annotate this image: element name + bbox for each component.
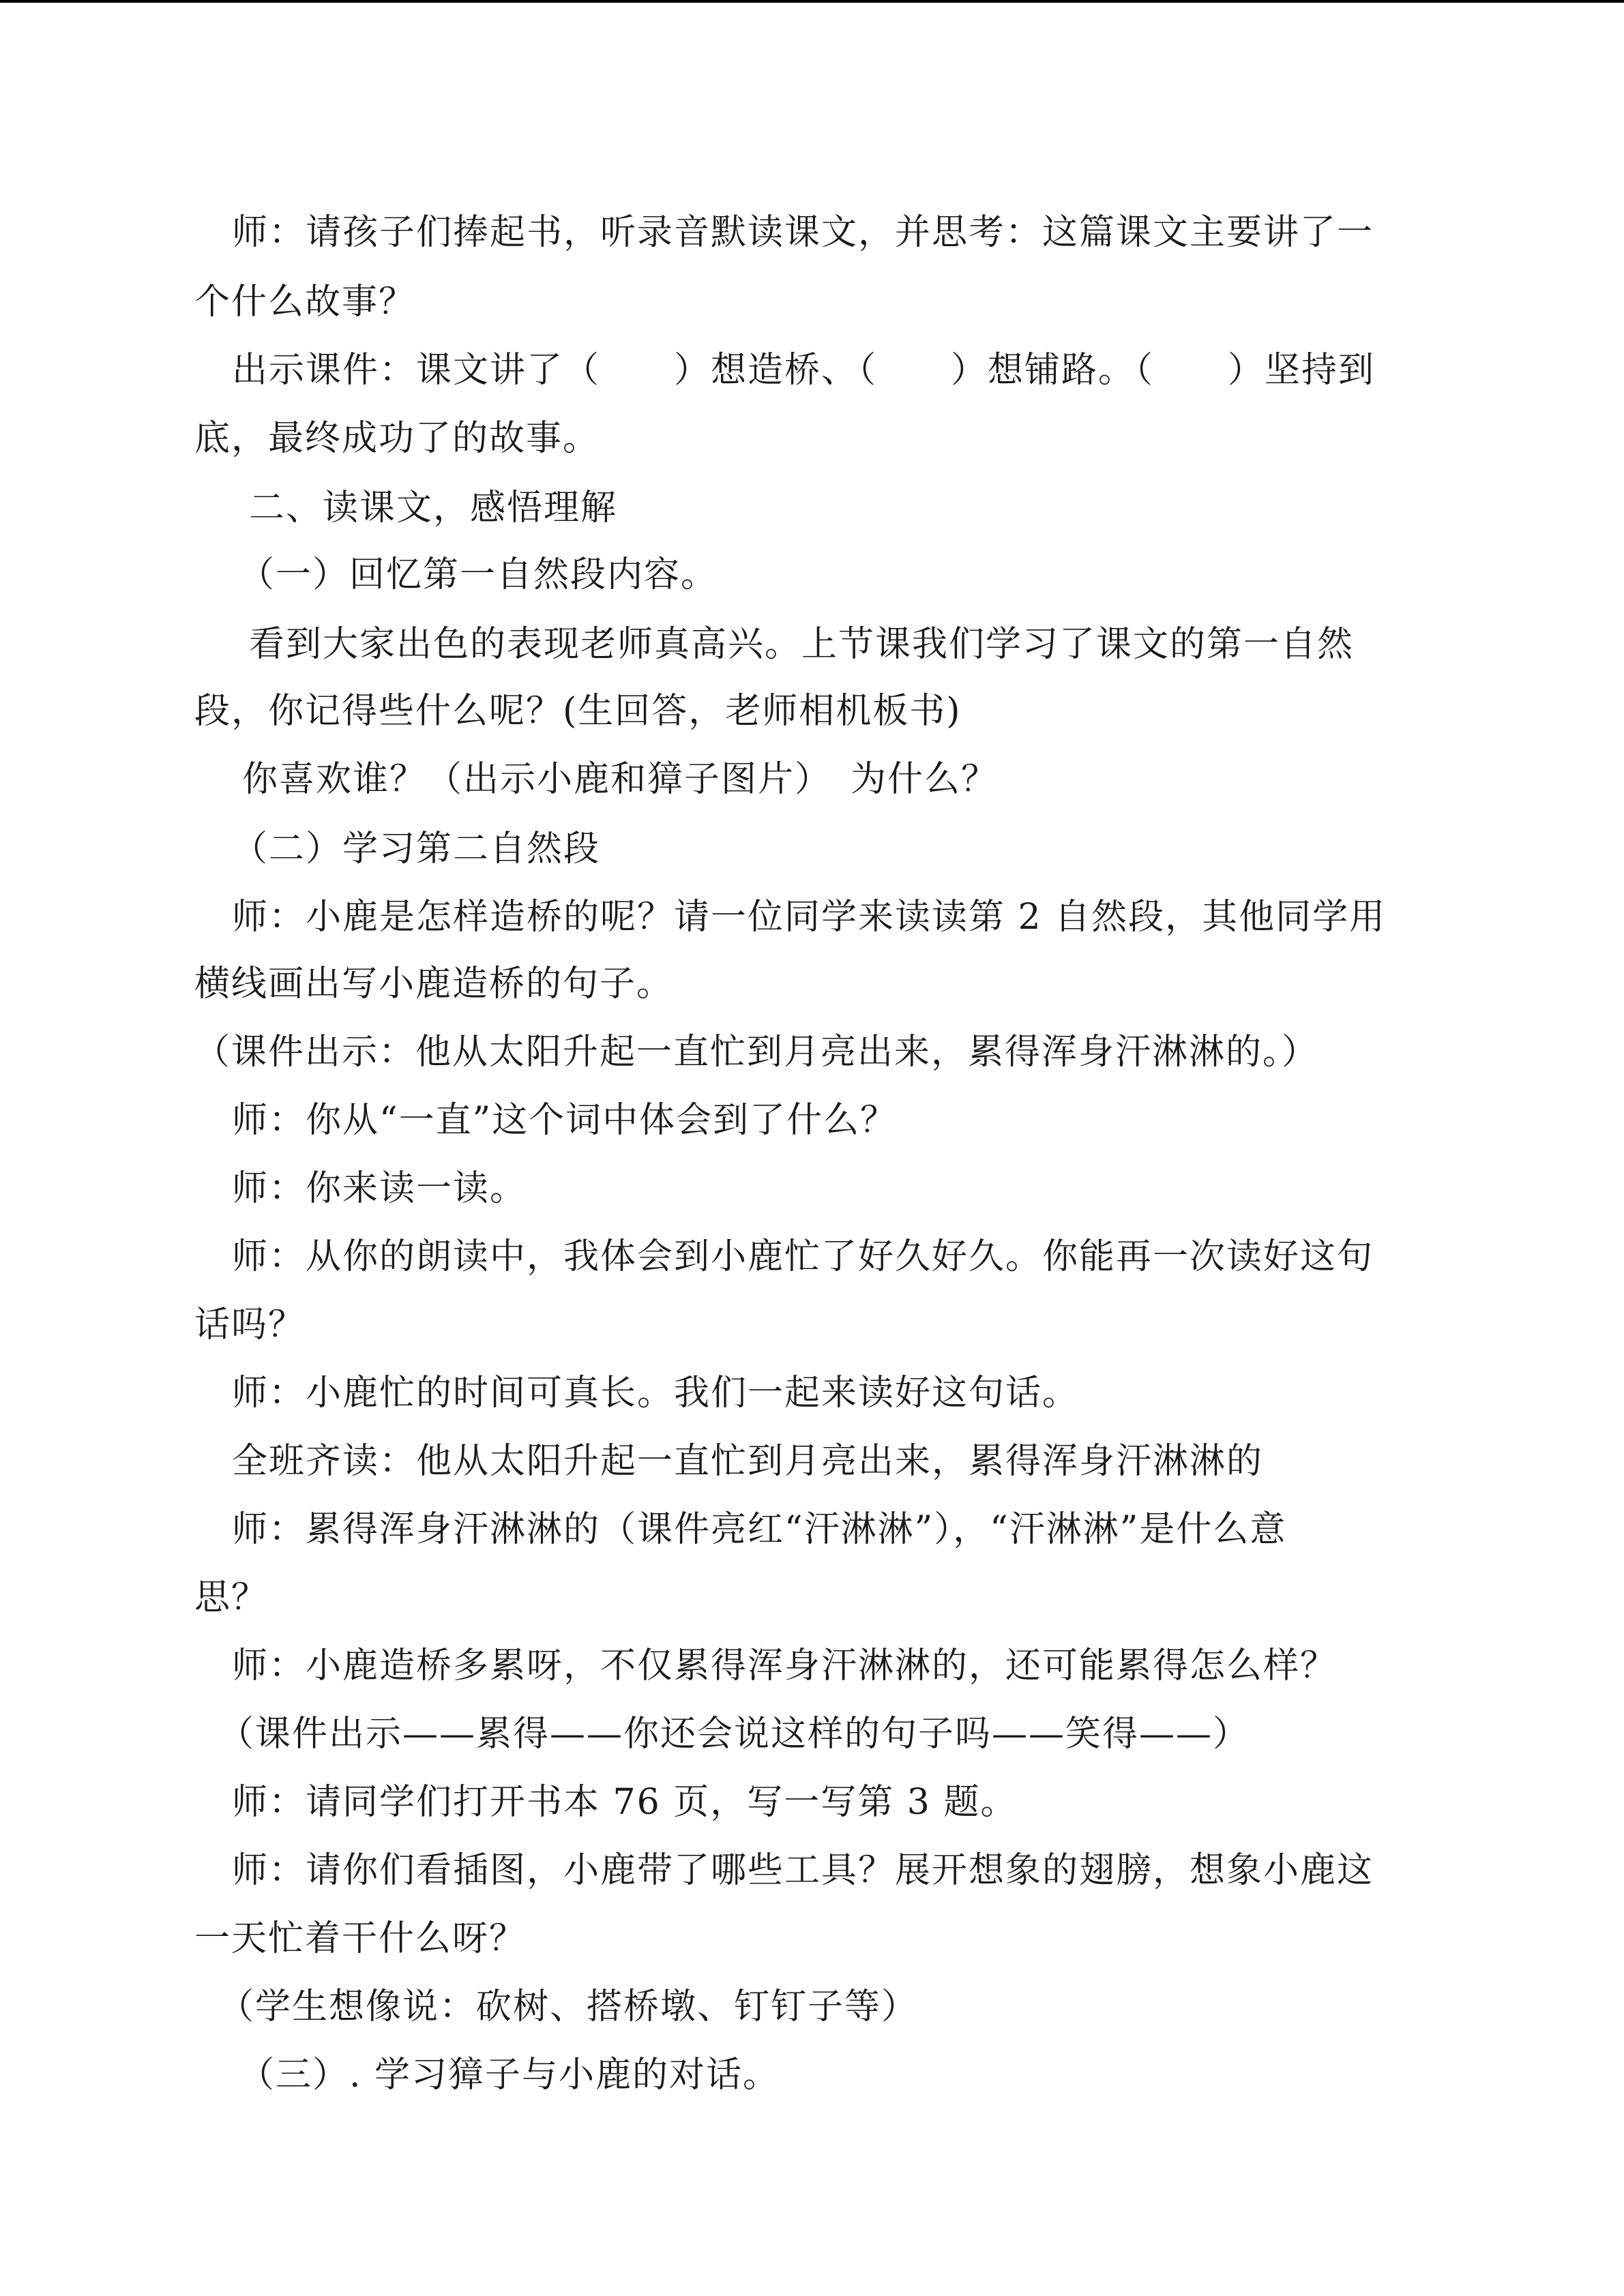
section-heading: 二、读课文，感悟理解 bbox=[249, 488, 618, 528]
text-line: 段，你记得些什么呢？(生回答，老师相机板书) bbox=[194, 691, 962, 732]
subsection-heading: （三）. 学习獐子与小鹿的对话。 bbox=[239, 2055, 780, 2096]
text-line: 出示课件：课文讲了（ ）想造桥、（ ）想铺路。（ ）坚持到 bbox=[232, 350, 1376, 391]
text-line: 师：请同学们打开书本 76 页，写一写第 3 题。 bbox=[232, 1782, 1018, 1823]
text-line: 底，最终成功了的故事。 bbox=[194, 418, 600, 459]
text-line: 你喜欢谁？（出示小鹿和獐子图片） 为什么？ bbox=[242, 759, 999, 800]
text-line: 师：请孩子们捧起书，听录音默读课文，并思考：这篇课文主要讲了一 bbox=[232, 212, 1374, 253]
text-line: 师：请你们看插图，小鹿带了哪些工具？展开想象的翅膀，想象小鹿这 bbox=[232, 1850, 1374, 1891]
text-line: 师：累得浑身汗淋淋的（课件亮红“汗淋淋”），“汗淋淋”是什么意 bbox=[232, 1509, 1287, 1550]
text-line: （学生想像说：砍树、搭桥墩、钉钉子等） bbox=[218, 1986, 919, 2027]
text-line: 全班齐读：他从太阳升起一直忙到月亮出来，累得浑身汗淋淋的 bbox=[232, 1441, 1264, 1482]
text-line: 师：小鹿是怎样造桥的呢？请一位同学来读读第 2 自然段，其他同学用 bbox=[232, 897, 1387, 938]
text-line: 个什么故事？ bbox=[194, 282, 416, 323]
text-line: 看到大家出色的表现老师真高兴。上节课我们学习了课文的第一自然 bbox=[249, 624, 1355, 665]
text-line: （课件出示——累得——你还会说这样的句子吗——笑得——） bbox=[218, 1714, 1250, 1755]
text-line: 师：小鹿忙的时间可真长。我们一起来读好这句话。 bbox=[232, 1373, 1080, 1414]
text-line: 师：从你的朗读中，我体会到小鹿忙了好久好久。你能再一次读好这句 bbox=[232, 1236, 1374, 1277]
subsection-heading: （二）学习第二自然段 bbox=[232, 829, 601, 869]
subsection-heading: （一）回忆第一自然段内容。 bbox=[239, 554, 718, 595]
text-line: 师：你从“一直”这个词中体会到了什么？ bbox=[232, 1100, 898, 1141]
text-line: 思？ bbox=[194, 1577, 269, 1618]
text-line: 一天忙着干什么呀？ bbox=[194, 1918, 527, 1959]
text-line: 话吗？ bbox=[194, 1304, 306, 1345]
text-line: 师：你来读一读。 bbox=[232, 1168, 527, 1209]
text-line: 横线画出写小鹿造桥的句子。 bbox=[194, 964, 674, 1004]
text-line: 师：小鹿造桥多累呀，不仅累得浑身汗淋淋的，还可能累得怎么样？ bbox=[232, 1645, 1338, 1686]
text-line: （课件出示：他从太阳升起一直忙到月亮出来，累得浑身汗淋淋的。） bbox=[194, 1032, 1319, 1073]
